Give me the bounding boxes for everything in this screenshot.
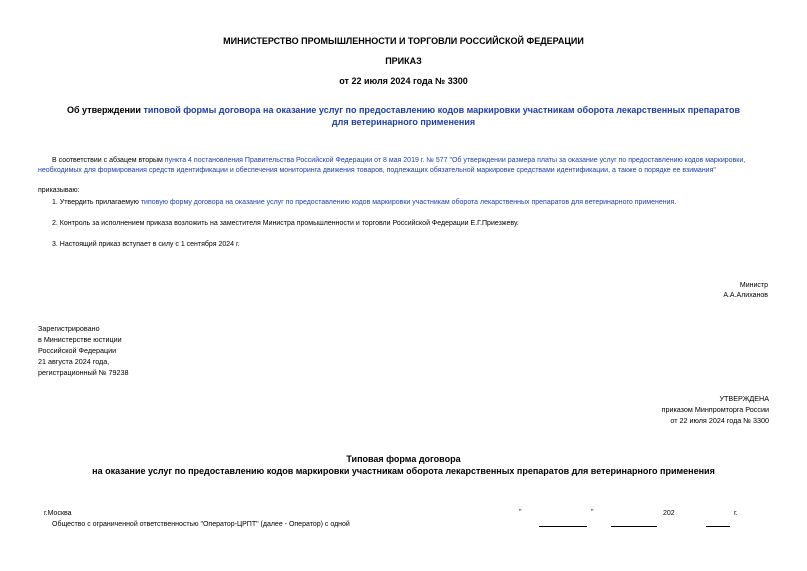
item-1 [52, 198, 772, 208]
title-link[interactable]: типовой формы договора на оказание услуг по предоставлению кодов маркировки участникам оборота лекарственных препаратов для ветеринарного применения [143, 105, 740, 127]
signature-role: Министр [739, 282, 768, 289]
preamble-link[interactable]: пункта 4 постановления Правительства Российской Федерации от 8 мая 2019 г. № 577 "Об утверждении размера платы за оказание услуг по предоставлению кодов маркировки, необходимых для формирования средств идентификации и обеспечения мониторинга движения товаров, подлежащих обязательной маркировке средствами идентификации, а также о порядке ее взимания" [38, 157, 746, 174]
item-1-link[interactable]: типовую форму договора на оказание услуг по предоставлению кодов маркировки участникам оборота лекарственных препаратов для ветеринарного применения [140, 199, 675, 206]
preamble-paragraph [38, 156, 773, 176]
doc-type-heading: ПРИКАЗ [385, 56, 422, 66]
form-day-blank [539, 509, 587, 527]
signature-name: А.А.Алиханов [723, 292, 768, 299]
form-month-blank [611, 509, 657, 527]
registration-line-4: 21 августа 2024 года, [38, 357, 110, 366]
item-1-prefix: 1. Утвердить прилагаемую [52, 199, 141, 206]
item-1-suffix: . [674, 199, 677, 206]
form-year-prefix: 202 [663, 510, 675, 517]
form-quote-close: " [591, 509, 594, 516]
form-city: г.Москва [44, 510, 72, 517]
title-prefix: Об утверждении [66, 105, 144, 115]
form-year-blank [706, 509, 730, 527]
form-quote-open: " [519, 509, 522, 516]
registration-line-3: Российской Федерации [38, 346, 117, 355]
form-title-2: на оказание услуг по предоставлению кодов маркировки участникам оборота лекарственных препаратов для ветеринарного применения [92, 466, 715, 476]
approved-line-3: от 22 июля 2024 года № 3300 [670, 416, 769, 425]
item-3: 3. Настоящий приказ вступает в силу с 1 сентября 2024 г. [52, 241, 240, 248]
item-2: 2. Контроль за исполнением приказа возложить на заместителя Министра промышленности и торговли Российской Федерации Е.Г.Приезжеву. [52, 220, 519, 227]
approved-block [662, 393, 769, 426]
approved-line-1: УТВЕРЖДЕНА [719, 394, 769, 403]
approved-line-2: приказом Минпромторга России [661, 405, 769, 414]
form-party-line: Общество с ограниченной ответственностью "Оператор-ЦРПТ" (далее - Оператор) с одной [52, 521, 350, 528]
doc-date-heading: от 22 июля 2024 года № 3300 [339, 76, 468, 86]
registration-line-2: в Министерстве юстиции [38, 335, 122, 344]
ministry-heading: МИНИСТЕРСТВО ПРОМЫШЛЕННОСТИ И ТОРГОВЛИ РОССИЙСКОЙ ФЕДЕРАЦИИ [223, 36, 584, 46]
form-title-1: Типовая форма договора [346, 454, 461, 464]
document-title [60, 104, 747, 128]
form-year-suffix: г. [734, 510, 738, 517]
registration-block [38, 323, 128, 378]
registration-line-5: регистрационный № 79238 [38, 368, 129, 377]
registration-line-1: Зарегистрировано [38, 324, 100, 333]
preamble-intro: В соответствии с абзацем вторым [52, 157, 165, 164]
order-word: приказываю: [38, 187, 80, 194]
